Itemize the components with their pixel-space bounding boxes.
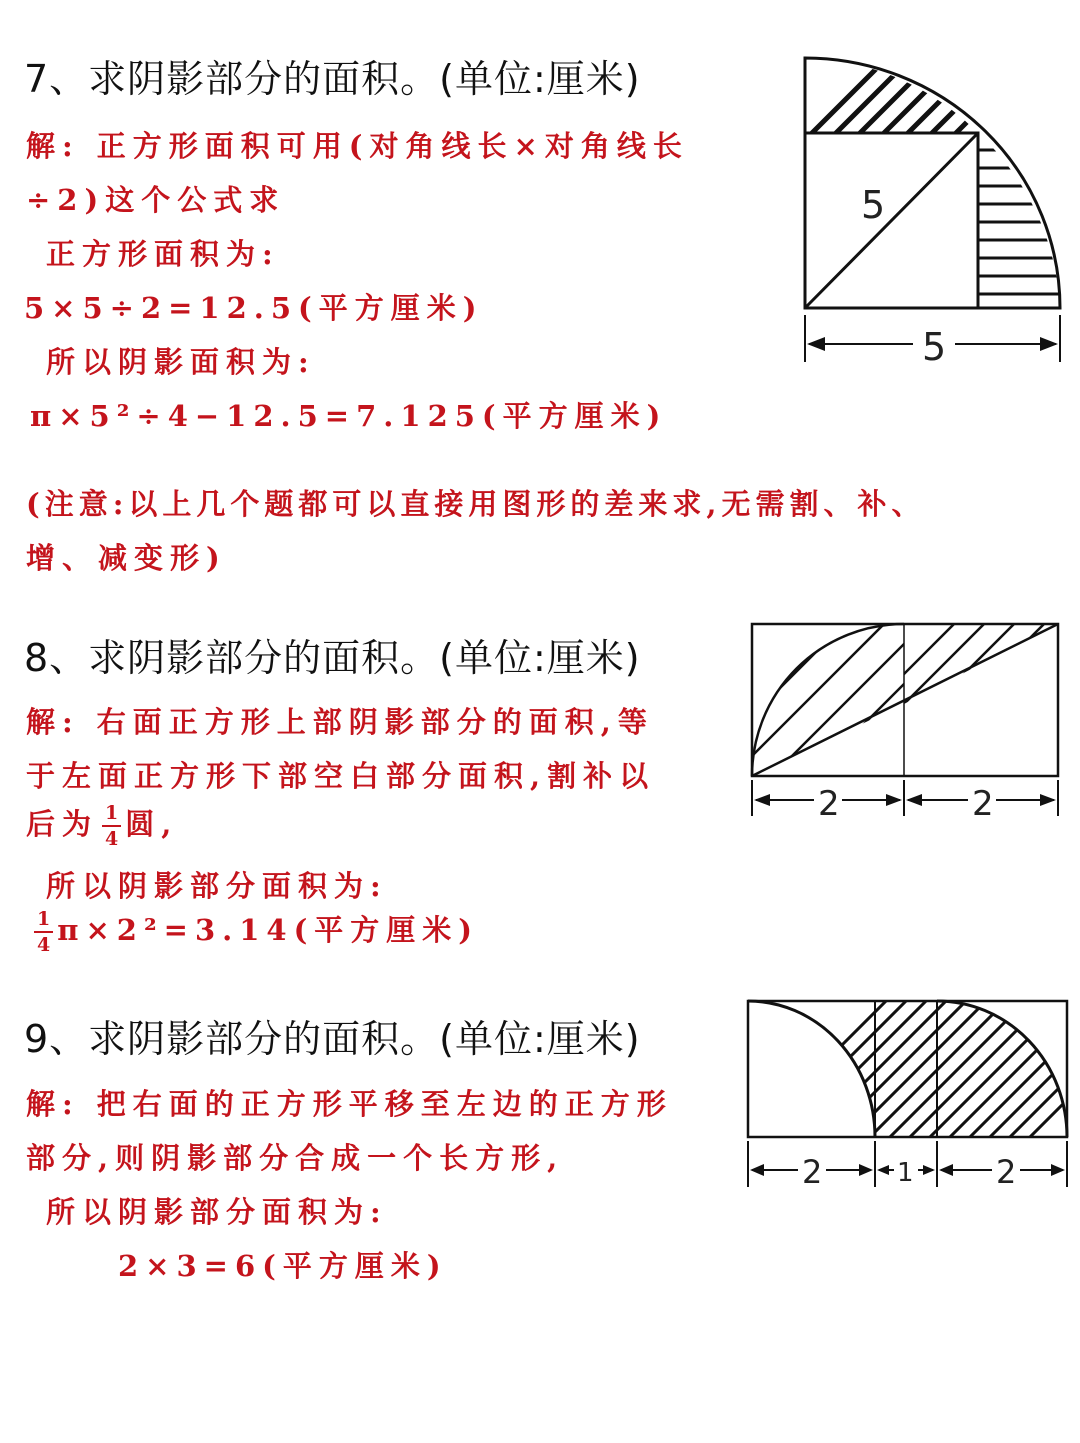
problem7-calc-square: 5×5÷2=12.5(平方厘米) xyxy=(24,291,484,325)
right-width-label: 2 xyxy=(996,1153,1017,1191)
problem7-solution-line-1: 解: 正方形面积可用(对角线长×对角线长 xyxy=(26,129,689,163)
problem9-figure xyxy=(742,995,1072,1195)
problem8-calc-answer xyxy=(30,908,479,955)
problem9-title: 9、求阴影部分的面积。(单位:厘米) xyxy=(24,1017,641,1061)
problem7-title: 7、求阴影部分的面积。(单位:厘米) xyxy=(24,57,641,101)
arrow-left-icon xyxy=(939,1164,953,1176)
problem7-solution-line-3: 正方形面积为: xyxy=(46,237,280,271)
line3-prefix: 后为 xyxy=(26,807,99,841)
problem9-solution-line-2: 部分,则阴影部分合成一个长方形, xyxy=(26,1141,565,1175)
answer-fraction: $\frac{1}{4}$ xyxy=(34,910,53,955)
right-hatching xyxy=(838,600,1080,740)
problem8-solution-line-4: 所以阴影部分面积为: xyxy=(46,869,388,903)
problem7-solution-line-2: ÷2)这个公式求 xyxy=(26,183,286,217)
problem8-solution-line-2: 于左面正方形下部空白部分面积,割补以 xyxy=(26,759,656,793)
dimension-line xyxy=(752,780,1058,816)
arrow-right-icon xyxy=(1040,794,1056,806)
right-width-label: 2 xyxy=(972,784,994,824)
problem8-title: 8、求阴影部分的面积。(单位:厘米) xyxy=(24,636,641,680)
fraction-one-quarter: $\frac{1}{4}$ xyxy=(102,804,121,849)
arrow-left-icon xyxy=(754,794,770,806)
mid-width-label: 1 xyxy=(897,1158,914,1188)
problem8-solution-line-3 xyxy=(26,802,178,849)
arrow-left-icon xyxy=(906,794,922,806)
arrow-right-icon xyxy=(923,1165,935,1175)
problem9-solution-line-3: 所以阴影部分面积为: xyxy=(46,1195,388,1229)
arrow-right-icon xyxy=(1051,1164,1065,1176)
problem7-figure xyxy=(795,50,1075,370)
arrow-right-icon xyxy=(859,1164,873,1176)
left-arc xyxy=(748,1001,875,1137)
problem7-note-line-2: 增、减变形) xyxy=(26,541,227,575)
problem9-solution-line-1: 解: 把右面的正方形平移至左边的正方形 xyxy=(26,1087,673,1121)
diagonal-label: 5 xyxy=(861,183,886,227)
problem9-calc-answer: 2×3=6(平方厘米) xyxy=(118,1249,448,1283)
diagonal-hatching xyxy=(795,50,1039,150)
answer-rest: π×2²=3.14(平方厘米) xyxy=(57,913,480,947)
diagonal-hatching xyxy=(742,995,1080,1145)
problem8-solution-line-1: 解: 右面正方形上部阴影部分的面积,等 xyxy=(26,705,654,739)
line3-suffix: 圆, xyxy=(125,807,179,841)
arrow-right-icon xyxy=(886,794,902,806)
curve-chord-line xyxy=(752,624,1058,776)
bottom-label: 5 xyxy=(922,325,947,369)
problem7-calc-answer: π×5²÷4−12.5=7.125(平方厘米) xyxy=(30,399,668,433)
arrow-left-icon xyxy=(877,1165,889,1175)
arrow-right-icon xyxy=(1040,337,1058,351)
problem7-solution-line-5: 所以阴影面积为: xyxy=(46,345,316,379)
arrow-left-icon xyxy=(807,337,825,351)
left-width-label: 2 xyxy=(802,1153,823,1191)
quarter-arc xyxy=(752,624,904,776)
problem8-figure xyxy=(748,620,1068,824)
left-width-label: 2 xyxy=(818,784,840,824)
square-diagonal xyxy=(805,133,978,308)
arrow-left-icon xyxy=(750,1164,764,1176)
problem7-note-line-1: (注意:以上几个题都可以直接用图形的差来求,无需割、补、 xyxy=(26,487,926,521)
